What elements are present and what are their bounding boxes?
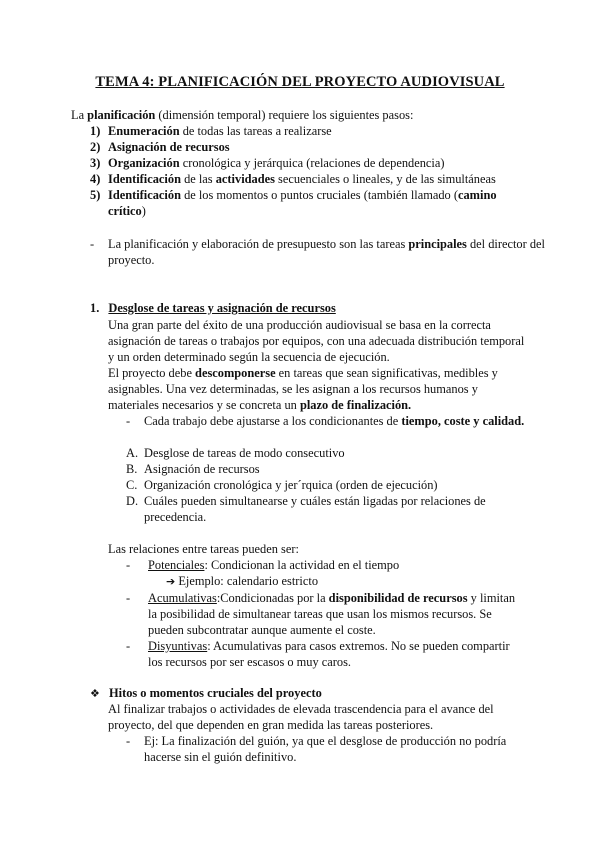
- list-item: [90, 123, 530, 139]
- item-number: 5): [90, 188, 101, 202]
- list-item: [126, 493, 496, 525]
- paragraph-text: en tareas que sean significativas, medibles y asignables. Una vez determinadas, se les asignan a los recursos humanos y materiales necesarios y se concreta un: [108, 366, 498, 412]
- list-item: [126, 445, 496, 461]
- item-text: Desglose de tareas de modo consecutivo: [144, 446, 345, 460]
- note-bold: principales: [408, 237, 467, 251]
- item-text: de todas las tareas a realizarse: [179, 124, 332, 138]
- item-bold: Organización: [108, 156, 180, 170]
- item-number: 4): [90, 172, 101, 186]
- relations-list: [126, 557, 516, 670]
- section-number: 1.: [90, 301, 100, 315]
- dash-bullet: -: [126, 639, 131, 653]
- relation-text: :Condicionadas por la: [216, 591, 329, 605]
- steps-list: [90, 123, 530, 219]
- intro-text: (dimensión temporal) requiere los siguientes pasos:: [155, 108, 414, 122]
- page-title: TEMA 4: PLANIFICACIÓN DEL PROYECTO AUDIOVISUAL: [95, 74, 505, 90]
- item-text: Cuáles pueden simultanearse y cuáles están ligadas por relaciones de precedencia.: [144, 494, 486, 524]
- dash-bullet: -: [90, 237, 95, 251]
- list-item: [126, 461, 496, 477]
- section-body: [108, 701, 518, 733]
- item-text: Organización cronológica y jer´rquica (orden de ejecución): [144, 478, 438, 492]
- paragraph: Al finalizar trabajos o actividades de elevada trascendencia para el avance del proyecto, del que dependen en gran medida las tareas posteriores.: [108, 702, 494, 732]
- list-item: [126, 557, 516, 573]
- arrow-icon: ➔: [166, 575, 176, 588]
- diamond-bullet-icon: ❖: [90, 687, 100, 700]
- bullet-bold: tiempo, coste y calidad.: [401, 414, 525, 428]
- section-heading-text: Desglose de tareas y asignación de recursos: [108, 301, 336, 315]
- section-body: [108, 317, 530, 413]
- paragraph-bold: descomponerse: [195, 366, 276, 380]
- item-bold: actividades: [215, 172, 275, 186]
- relation-term: Acumulativas: [148, 591, 217, 605]
- item-letter: B.: [126, 462, 138, 476]
- relations-intro: Las relaciones entre tareas pueden ser:: [108, 542, 299, 556]
- note-paragraph: [90, 236, 553, 268]
- relation-text: : Condicionan la actividad en el tiempo: [204, 558, 400, 572]
- item-bold: camino crítico: [108, 188, 497, 218]
- item-number: 3): [90, 156, 101, 170]
- item-text: cronológica y jerárquica (relaciones de dependencia): [179, 156, 445, 170]
- item-bold: Enumeración: [108, 124, 180, 138]
- list-item: [126, 638, 516, 670]
- example-line: [126, 573, 516, 590]
- intro-paragraph: [71, 107, 541, 123]
- list-item: [90, 155, 530, 171]
- dash-bullet: -: [126, 558, 131, 572]
- section-heading-text: Hitos o momentos cruciales del proyecto: [108, 686, 322, 700]
- intro-bold: planificación: [87, 108, 156, 122]
- relation-term: Potenciales: [148, 558, 205, 572]
- paragraph: Una gran parte del éxito de una producción audiovisual se basa en la correcta asignación de tareas o trabajos por equipos, con una adecuada distribución temporal y un orden determinado según la secuencia de ejecución.: [108, 318, 525, 364]
- relation-text: : Acumulativas para casos extremos. No se pueden compartir los recursos por ser escasos o muy caros.: [148, 639, 510, 669]
- item-bold: Asignación de recursos: [108, 140, 230, 154]
- relation-bold: disponibilidad de recursos: [328, 591, 468, 605]
- dash-bullet: -: [126, 591, 131, 605]
- item-text: ): [141, 204, 146, 218]
- item-text: de los momentos o puntos cruciales (también llamado (: [180, 188, 458, 202]
- section-heading: [90, 685, 322, 702]
- list-item: [90, 139, 530, 155]
- list-item: [126, 590, 516, 638]
- dash-bullet: -: [126, 734, 131, 748]
- item-text: Asignación de recursos: [144, 462, 260, 476]
- list-item: [90, 187, 528, 219]
- section-heading: [90, 300, 336, 316]
- example-text: Ejemplo: calendario estricto: [178, 574, 319, 588]
- note-text: La planificación y elaboración de presupuesto son las tareas: [108, 237, 409, 251]
- intro-text: La: [71, 108, 88, 122]
- item-letter: D.: [126, 494, 139, 508]
- list-item: [90, 171, 530, 187]
- paragraph: [108, 365, 530, 413]
- bullet-text: Cada trabajo debe ajustarse a los condicionantes de: [144, 414, 402, 428]
- condition-bullet: [126, 413, 554, 429]
- paragraph-bold: plazo de finalización.: [299, 398, 412, 412]
- paragraph-text: El proyecto debe: [108, 366, 196, 380]
- item-number: 2): [90, 140, 101, 154]
- item-number: 1): [90, 124, 101, 138]
- item-letter: C.: [126, 478, 138, 492]
- item-bold: Identificación: [108, 172, 181, 186]
- example-text: Ej: La finalización del guión, ya que el desglose de producción no podría hacerse sin el guión definitivo.: [144, 734, 507, 764]
- example-bullet: [126, 733, 539, 765]
- item-text: secuenciales o lineales, y de las simultáneas: [274, 172, 496, 186]
- list-item: [126, 477, 496, 493]
- note-text: del director del proyecto.: [108, 237, 545, 267]
- relation-term: Disyuntivas: [148, 639, 208, 653]
- item-letter: A.: [126, 446, 139, 460]
- relation-text: y limitan la posibilidad de simultanear tareas que usan los mismos recursos. Se pueden subcontratar aunque aumente el coste.: [148, 591, 516, 637]
- item-bold: Identificación: [108, 188, 181, 202]
- item-text: de las: [180, 172, 216, 186]
- alpha-list: [126, 445, 496, 525]
- dash-bullet: -: [126, 414, 131, 428]
